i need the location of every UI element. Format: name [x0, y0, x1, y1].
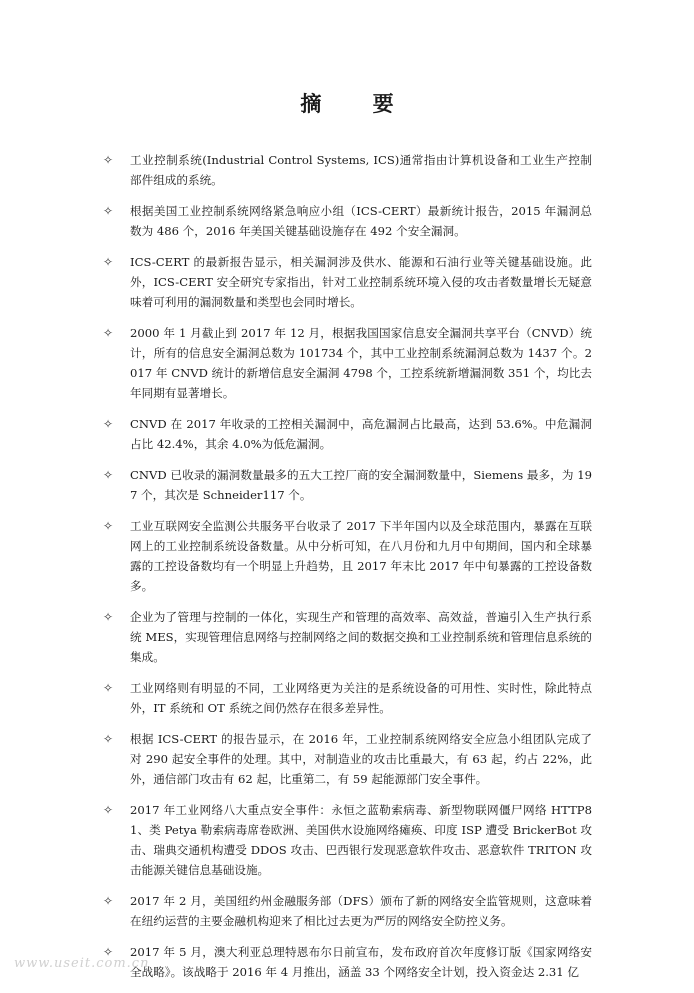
- list-item-text: 根据美国工业控制系统网络紧急响应小组（ICS-CERT）最新统计报告，2015 年漏洞总数为 486 个，2016 年美国关键基础设施存在 492 个安全漏洞。: [130, 204, 592, 238]
- list-item: [0, 800, 694, 880]
- bullet-icon: ✧: [103, 519, 114, 533]
- list-item: [0, 607, 694, 667]
- page-title: 摘 要: [300, 92, 416, 116]
- list-item-text: 2017 年 2 月，美国纽约州金融服务部（DFS）颁布了新的网络安全监管规则，这意味着在纽约运营的主要金融机构迎来了相比过去更为严厉的网络安全防控义务。: [130, 894, 592, 928]
- list-item-text: 2000 年 1 月截止到 2017 年 12 月，根据我国国家信息安全漏洞共享平台（CNVD）统计，所有的信息安全漏洞总数为 101734 个，其中工业控制系统漏洞总数为 1437 个。2017 年 CNVD 统计的新增信息安全漏洞 4798 个，工控系统新增漏洞数 351 个，均比去年同期有显著增长。: [130, 326, 592, 400]
- bullet-icon: ✧: [103, 326, 114, 340]
- list-item-text: 2017 年 5 月，澳大利亚总理特恩布尔日前宣布，发布政府首次年度修订版《国家网络安全战略》。该战略于 2016 年 4 月推出，涵盖 33 个网络安全计划，投入资金达 2.31 亿: [130, 945, 592, 979]
- list-item-text: 工业互联网安全监测公共服务平台收录了 2017 下半年国内以及全球范围内，暴露在互联网上的工业控制系统设备数量。从中分析可知，在八月份和九月中旬期间，国内和全球暴露的工控设备数均有一个明显上升趋势，且 2017 年末比 2017 年中旬暴露的工控设备数多。: [130, 519, 592, 593]
- bullet-icon: ✧: [103, 945, 114, 959]
- list-item: [0, 516, 694, 596]
- list-item: [0, 729, 694, 789]
- bullet-icon: ✧: [103, 803, 114, 817]
- list-item-text: 2017 年工业网络八大重点安全事件：永恒之蓝勒索病毒、新型物联网僵尸网络 HTTP81、类 Petya 勒索病毒席卷欧洲、美国供水设施网络瘫痪、印度 ISP 遭受 BrickerBot 攻击、瑞典交通机构遭受 DDOS 攻击、巴西银行发现恶意软件攻击、恶意软件 TRITON 攻击能源关键信息基础设施。: [130, 803, 592, 877]
- list-item: [0, 414, 694, 454]
- bullet-icon: ✧: [103, 153, 114, 167]
- list-item-text: 工业控制系统(Industrial Control Systems, ICS)通常指由计算机设备和工业生产控制部件组成的系统。: [130, 153, 592, 187]
- bullet-icon: ✧: [103, 468, 114, 482]
- list-item: [0, 201, 694, 241]
- list-item: [0, 891, 694, 931]
- list-item: [0, 678, 694, 718]
- bullet-icon: ✧: [103, 681, 114, 695]
- bullet-icon: ✧: [103, 732, 114, 746]
- list-item-text: ICS-CERT 的最新报告显示，相关漏洞涉及供水、能源和石油行业等关键基础设施。此外，ICS-CERT 安全研究专家指出，针对工业控制系统环境入侵的攻击者数量增长无疑意味着可利用的漏洞数量和类型也会同时增长。: [130, 255, 592, 309]
- list-item: [0, 465, 694, 505]
- list-item: [0, 150, 694, 190]
- list-item-text: CNVD 在 2017 年收录的工控相关漏洞中，高危漏洞占比最高，达到 53.6%。中危漏洞占比 42.4%，其余 4.0%为低危漏洞。: [130, 417, 592, 451]
- list-item: [0, 252, 694, 312]
- bullet-icon: ✧: [103, 417, 114, 431]
- bullet-icon: ✧: [103, 255, 114, 269]
- list-item-text: CNVD 已收录的漏洞数量最多的五大工控厂商的安全漏洞数量中，Siemens 最多，为 197 个，其次是 Schneider117 个。: [130, 468, 592, 502]
- summary-list: [0, 150, 694, 993]
- list-item-text: 工业网络则有明显的不同，工业网络更为关注的是系统设备的可用性、实时性，除此特点外，IT 系统和 OT 系统之间仍然存在很多差异性。: [130, 681, 592, 715]
- bullet-icon: ✧: [103, 894, 114, 908]
- bullet-icon: ✧: [103, 204, 114, 218]
- list-item: [0, 323, 694, 403]
- bullet-icon: ✧: [103, 610, 114, 624]
- list-item-text: 根据 ICS-CERT 的报告显示，在 2016 年，工业控制系统网络安全应急小组团队完成了对 290 起安全事件的处理。其中，对制造业的攻击比重最大，有 63 起，约占 22%，此外，通信部门攻击有 62 起，比重第二，有 59 起能源部门安全事件。: [130, 732, 592, 786]
- watermark: www.useit.com.cn: [14, 956, 150, 971]
- list-item-text: 企业为了管理与控制的一体化，实现生产和管理的高效率、高效益，普遍引入生产执行系统 MES，实现管理信息网络与控制网络之间的数据交换和工业控制系统和管理信息系统的集成。: [130, 610, 592, 664]
